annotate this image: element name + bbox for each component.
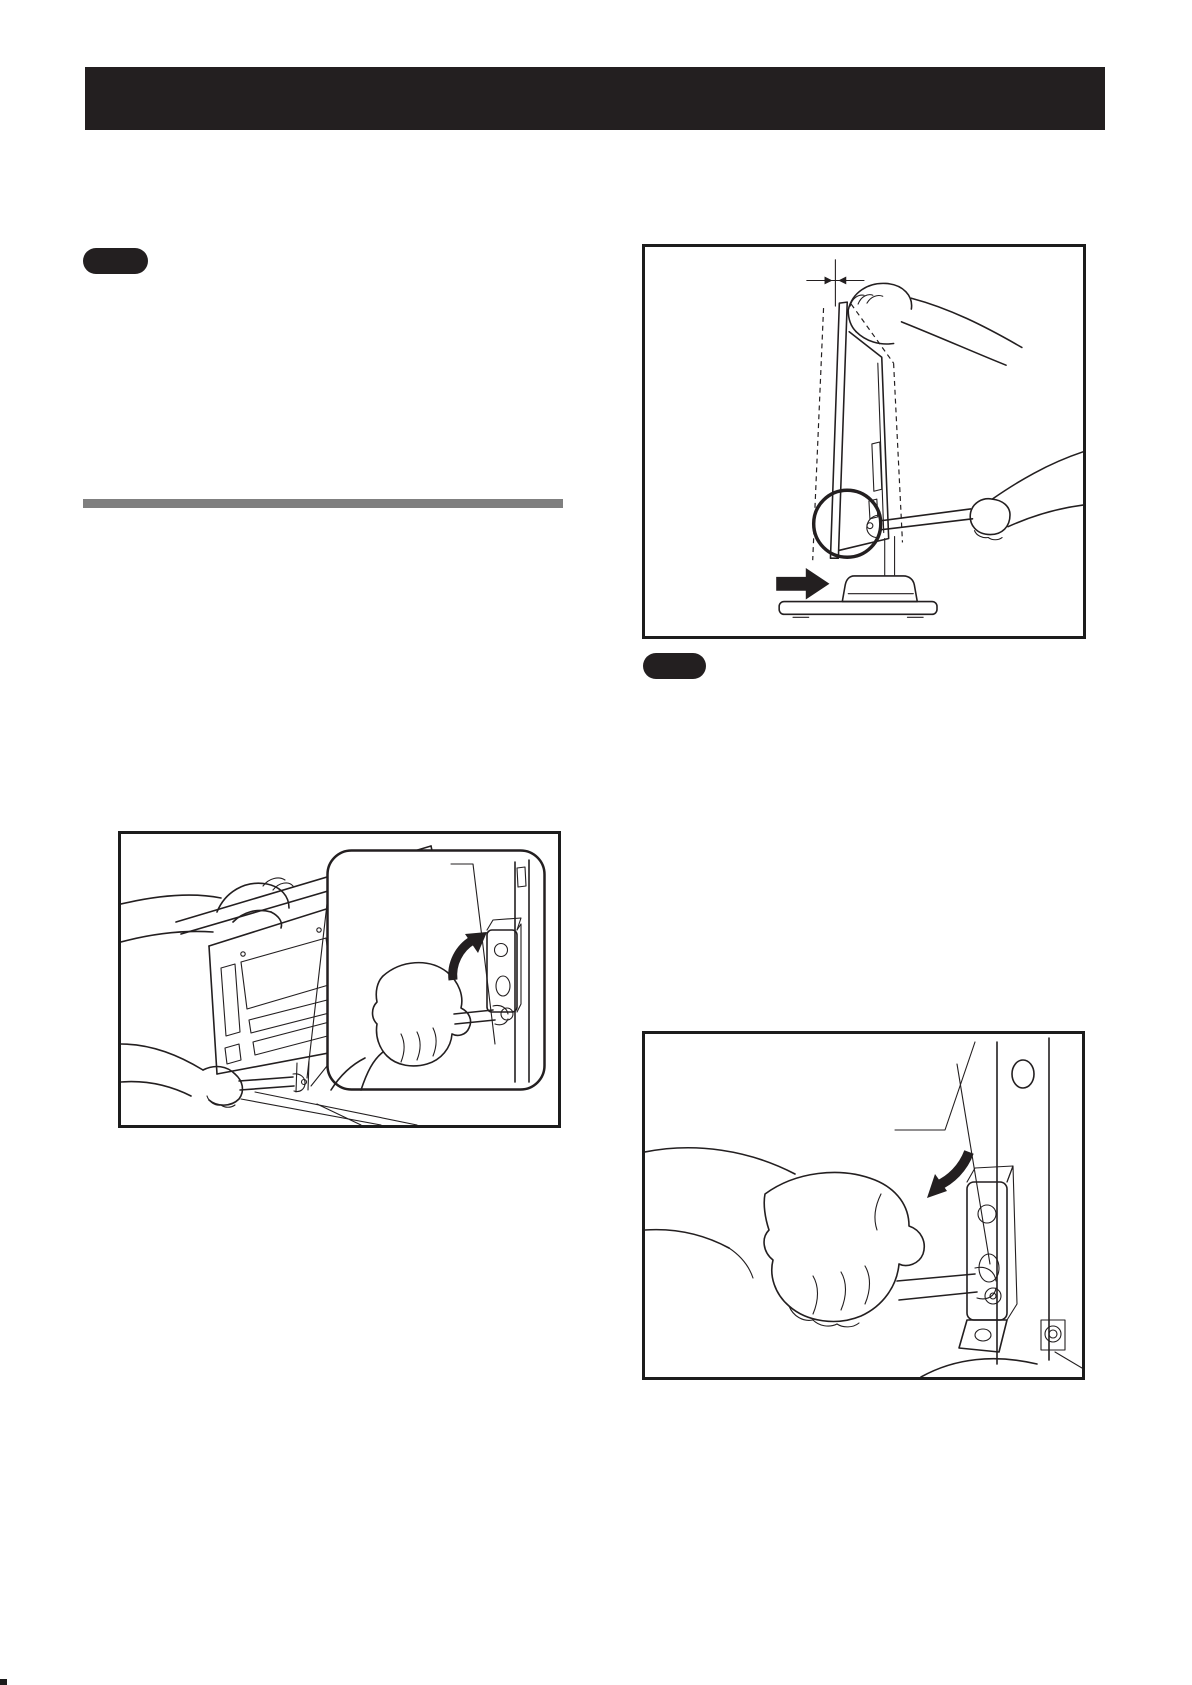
loosen-curved-arrow-icon bbox=[927, 1152, 969, 1198]
tv-stand bbox=[779, 537, 937, 618]
bolt-highlight-circle bbox=[814, 490, 881, 557]
mounting-rail bbox=[895, 1038, 1065, 1364]
section-title-bar bbox=[85, 67, 1105, 130]
magnified-inset bbox=[328, 851, 545, 1091]
tv-back-illustration bbox=[121, 834, 558, 1125]
note-badge-icon bbox=[83, 248, 148, 274]
figure-wrench-closeup bbox=[642, 1031, 1085, 1380]
figure-tv-back-attach bbox=[118, 831, 561, 1128]
fist-gripping-wrench bbox=[645, 1148, 924, 1327]
hand-with-wrench bbox=[867, 452, 1083, 540]
push-right-arrow-icon bbox=[776, 568, 829, 600]
tv-side-illustration bbox=[645, 247, 1083, 636]
figure-tv-side-view bbox=[642, 244, 1086, 639]
clearance-measure-icon bbox=[807, 260, 864, 306]
hand-steadying-cabinet bbox=[121, 878, 293, 942]
note-badge-icon bbox=[643, 653, 706, 679]
open-end-wrench bbox=[897, 1267, 996, 1300]
tv-cabinet-edge bbox=[921, 1352, 1082, 1377]
tilt-dashed-outline bbox=[813, 304, 903, 560]
scan-artifact-mark bbox=[0, 1679, 7, 1685]
wrench-closeup-illustration bbox=[645, 1034, 1082, 1377]
section-divider-rule bbox=[83, 499, 563, 508]
hand-steadying-top bbox=[848, 283, 1022, 365]
stand-bracket bbox=[959, 1166, 1017, 1352]
